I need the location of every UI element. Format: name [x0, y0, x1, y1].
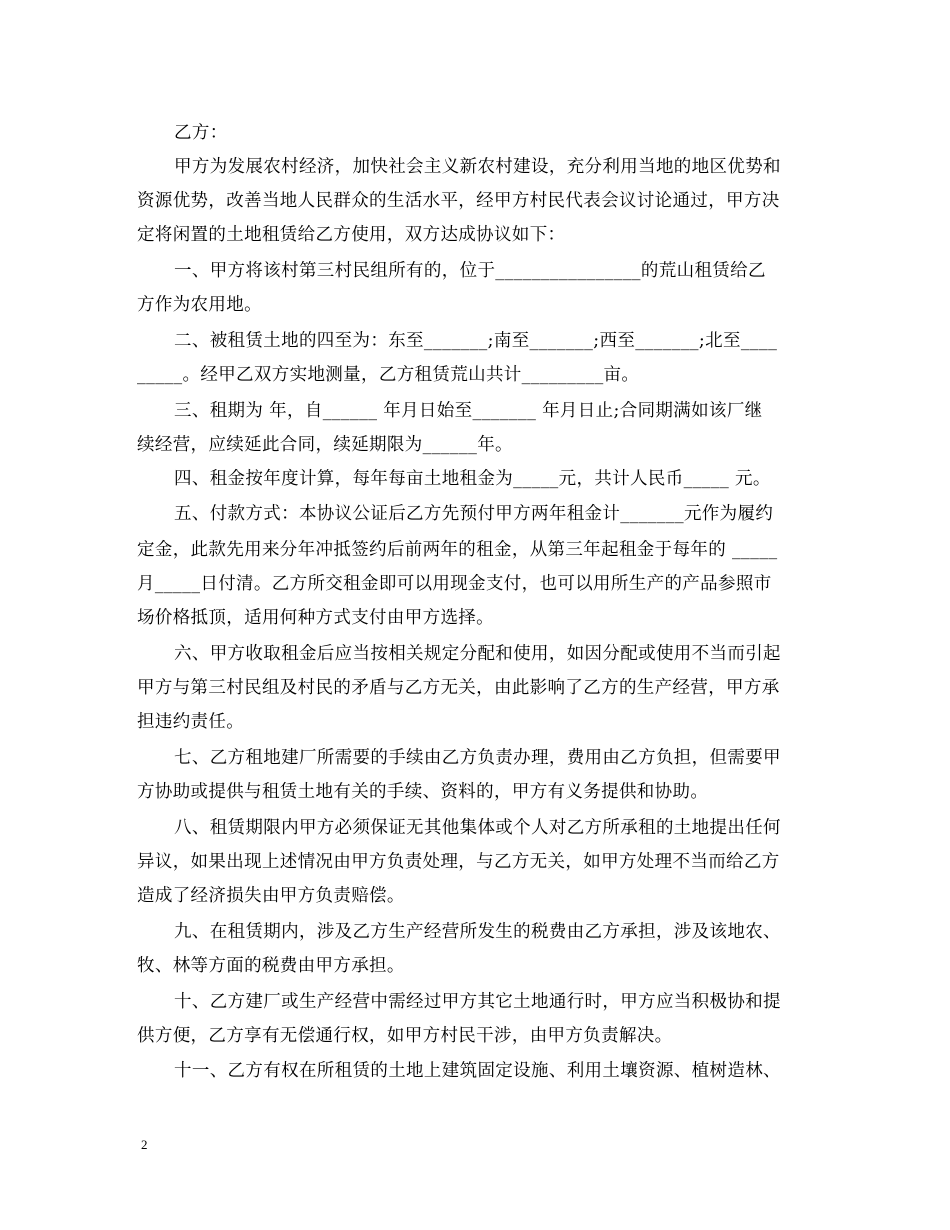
text-line: 资源优势，改善当地人民群众的生活水平，经甲方村民代表会议讨论通过，甲方决: [137, 191, 780, 211]
text-line: 方协助或提供与租赁土地有关的手续、资料的，甲方有义务提供和协助。: [137, 782, 709, 802]
text-line: 定金，此款先用来分年冲抵签约后前两年的租金，从第三年起租金于每年的 _____: [137, 540, 778, 560]
page-number: 2: [141, 1137, 148, 1152]
text-line: 甲方与第三村民组及村民的矛盾与乙方无关，由此影响了乙方的生产经营，甲方承: [137, 678, 780, 698]
text-line: 二、被租赁土地的四至为：东至_______;南至_______;西至_______;北至____: [174, 331, 778, 351]
text-line: 方作为农用地。: [137, 295, 262, 315]
text-line: 牧、林等方面的税费由甲方承担。: [137, 956, 405, 976]
text-line: 四、租金按年度计算，每年每亩土地租金为_____元，共计人民币_____ 元。: [174, 469, 771, 489]
text-line: _____。经甲乙双方实地测量，乙方租赁荒山共计_________亩。: [137, 365, 640, 385]
text-line: 异议，如果出现上述情况由甲方负责处理，与乙方无关，如甲方处理不当而给乙方: [137, 852, 780, 872]
text-line: 六、甲方收取租金后应当按相关规定分配和使用，如因分配或使用不当而引起: [174, 644, 781, 664]
text-line: 甲方为发展农村经济，加快社会主义新农村建设，充分利用当地的地区优势和: [174, 157, 781, 177]
text-line: 一、甲方将该村第三村民组所有的，位于________________的荒山租赁给乙: [174, 261, 766, 281]
text-line: 担违约责任。: [137, 712, 245, 732]
text-line: 三、租期为 年，自______ 年月日始至_______ 年月日止;合同期满如该厂继: [174, 401, 763, 421]
text-line: 九、在租赁期内，涉及乙方生产经营所发生的税费由乙方承担，涉及该地农、: [174, 922, 781, 942]
text-line: 十、乙方建厂或生产经营中需经过甲方其它土地通行时，甲方应当积极协和提: [174, 992, 781, 1012]
text-line: 月_____日付清。乙方所交租金即可以用现金支付，也可以用所生产的产品参照市: [137, 574, 772, 594]
text-line: 场价格抵顶，适用何种方式支付由甲方选择。: [137, 608, 494, 628]
text-line: 十一、乙方有权在所租赁的土地上建筑固定设施、利用土壤资源、植树造林、: [174, 1061, 781, 1081]
text-line: 续经营，应续延此合同，续延期限为______年。: [137, 435, 513, 455]
text-line: 五、付款方式：本协议公证后乙方先预付甲方两年租金计_______元作为履约: [174, 504, 774, 524]
text-line: 八、租赁期限内甲方必须保证无其他集体或个人对乙方所承租的土地提出任何: [174, 818, 781, 838]
text-line: 七、乙方租地建厂所需要的手续由乙方负责办理，费用由乙方负担，但需要甲: [174, 748, 781, 768]
text-line: 定将闲置的土地租赁给乙方使用，双方达成协议如下：: [137, 225, 566, 245]
text-line: 乙方：: [174, 123, 228, 143]
text-line: 造成了经济损失由甲方负责赔偿。: [137, 886, 405, 906]
text-line: 供方便，乙方享有无偿通行权，如甲方村民干涉，由甲方负责解决。: [137, 1026, 673, 1046]
